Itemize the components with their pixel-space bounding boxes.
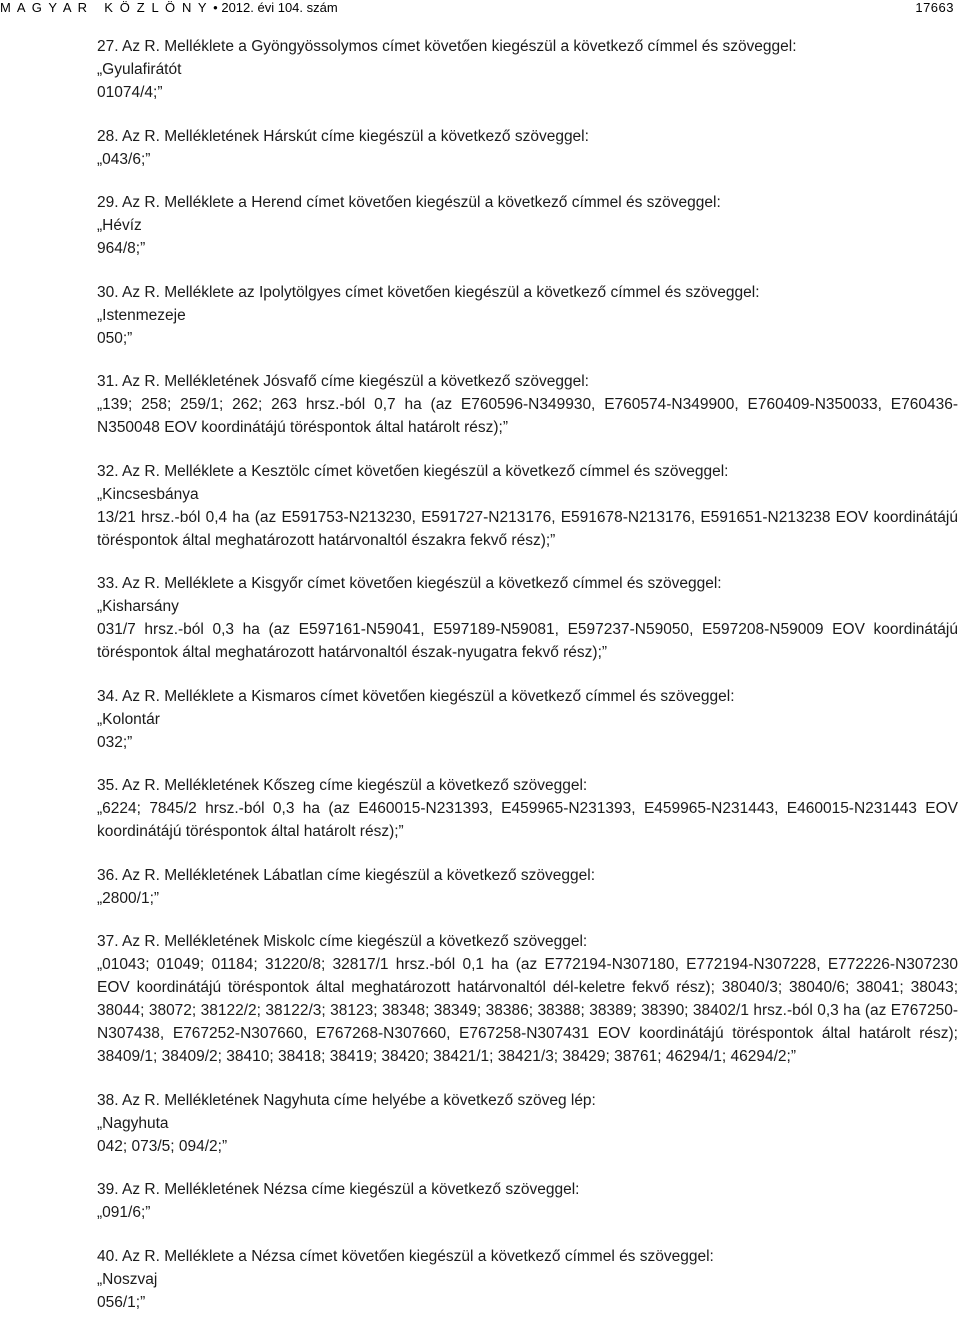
section-39 bbox=[97, 1178, 958, 1224]
section-40 bbox=[97, 1245, 958, 1314]
section-line: „Kisharsány bbox=[97, 598, 179, 615]
page-number: 17663 bbox=[915, 0, 954, 15]
section-intro: 35. Az R. Mellékletének Kőszeg címe kiegészül a következő szöveggel: bbox=[97, 777, 588, 794]
page-header bbox=[0, 0, 960, 16]
journal-title: M A G Y A R K Ö Z L Ö N Y bbox=[0, 0, 208, 15]
section-intro: 39. Az R. Mellékletének Nézsa címe kiegészül a következő szöveggel: bbox=[97, 1181, 580, 1198]
section-32 bbox=[97, 460, 958, 552]
section-28 bbox=[97, 125, 958, 171]
section-line: „Noszvaj bbox=[97, 1270, 158, 1288]
section-line: „Nagyhuta bbox=[97, 1114, 169, 1132]
section-34 bbox=[97, 685, 958, 754]
section-intro: 37. Az R. Mellékletének Miskolc címe kiegészül a következő szöveggel: bbox=[97, 933, 588, 950]
section-intro: 36. Az R. Mellékletének Lábatlan címe kiegészül a következő szöveggel: bbox=[97, 866, 595, 884]
document-body bbox=[97, 35, 958, 1329]
section-intro: 29. Az R. Melléklete a Herend címet követően kiegészül a következő címmel és szöveggel: bbox=[97, 194, 721, 211]
section-29 bbox=[97, 191, 958, 260]
section-line: 050;” bbox=[97, 329, 133, 347]
section-intro: 31. Az R. Mellékletének Jósvafő címe kiegészül a következő szöveggel: bbox=[97, 373, 589, 390]
section-intro: 33. Az R. Melléklete a Kisgyőr címet követően kiegészül a következő címmel és szöveggel: bbox=[97, 575, 722, 592]
section-text: 031/7 hrsz.-ból 0,3 ha (az E597161-N59041, E597189-N59081, E597237-N59050, E597208-N59009 EOV koordinátájú töréspontok által meghatározott határvonaltól észak-nyugatra fekvő rész);” bbox=[97, 621, 958, 661]
section-37 bbox=[97, 930, 958, 1068]
section-intro: 34. Az R. Melléklete a Kismaros címet követően kiegészül a következő címmel és szöveggel: bbox=[97, 687, 735, 705]
section-line: „043/6;” bbox=[97, 150, 151, 168]
section-intro: 32. Az R. Melléklete a Kesztölc címet követően kiegészül a következő címmel és szöveggel: bbox=[97, 462, 729, 480]
section-line: „Istenmezeje bbox=[97, 306, 186, 324]
section-line: 01074/4;” bbox=[97, 84, 163, 101]
section-38 bbox=[97, 1089, 958, 1158]
section-intro: 30. Az R. Melléklete az Ipolytölgyes címet követően kiegészül a következő címmel és szöveggel: bbox=[97, 283, 760, 301]
section-text: „6224; 7845/2 hrsz.-ból 0,3 ha (az E460015-N231393, E459965-N231393, E459965-N231443, E460015-N231443 EOV koordinátájú töréspontok által határolt rész);” bbox=[97, 800, 958, 840]
section-line: 056/1;” bbox=[97, 1293, 146, 1311]
section-30 bbox=[97, 281, 958, 350]
section-line: „Gyulafirátót bbox=[97, 61, 182, 78]
section-text: 13/21 hrsz.-ból 0,4 ha (az E591753-N213230, E591727-N213176, E591678-N213176, E591651-N213238 EOV koordinátájú töréspontok által meghatározott határvonaltól északra fekvő rész);” bbox=[97, 508, 958, 549]
section-33 bbox=[97, 572, 958, 664]
section-line: 032;” bbox=[97, 733, 133, 751]
section-text: „01043; 01049; 01184; 31220/8; 32817/1 hrsz.-ból 0,1 ha (az E772194-N307180, E772194-N307228, E772226-N307230 EOV koordinátájú töréspontok által meghatározott határvonaltól dél-keletre fekvő rész); 38040/3; 38040/6; 38041; 38043; 38044; 38072; 38122/2; 38122/3; 38123; 38348; 38349; 38386; 38388; 38389; 38390; 38402/1 hrsz.-ból 0,3 ha (az E767250-N307438, E767252-N307660, E767268-N307660, E767258-N307431 EOV koordinátájú töréspontok által határolt rész); 38409/1; 38409/2; 38410; 38418; 38419; 38420; 38421/1; 38421/3; 38429; 38761; 46294/1; 46294/2;” bbox=[97, 956, 958, 1065]
section-line: „Kincsesbánya bbox=[97, 485, 199, 503]
section-intro: 38. Az R. Mellékletének Nagyhuta címe helyébe a következő szöveg lép: bbox=[97, 1091, 596, 1109]
section-36 bbox=[97, 864, 958, 910]
section-line: „091/6;” bbox=[97, 1204, 151, 1221]
running-head bbox=[0, 0, 338, 15]
issue-label: • 2012. évi 104. szám bbox=[213, 0, 338, 15]
section-35 bbox=[97, 774, 958, 843]
section-line: „Hévíz bbox=[97, 217, 142, 234]
section-intro: 27. Az R. Melléklete a Gyöngyössolymos címet követően kiegészül a következő címmel és szöveggel: bbox=[97, 38, 797, 55]
section-line: „2800/1;” bbox=[97, 889, 160, 907]
section-text: „139; 258; 259/1; 262; 263 hrsz.-ból 0,7 ha (az E760596-N349930, E760574-N349900, E760409-N350033, E760436-N350048 EOV koordinátájú töréspontok által határolt rész);” bbox=[97, 396, 958, 436]
section-27 bbox=[97, 35, 958, 104]
section-line: 964/8;” bbox=[97, 240, 146, 257]
section-intro: 40. Az R. Melléklete a Nézsa címet követően kiegészül a következő címmel és szöveggel: bbox=[97, 1247, 714, 1265]
section-intro: 28. Az R. Mellékletének Hárskút címe kiegészül a következő szöveggel: bbox=[97, 127, 589, 145]
section-line: „Kolontár bbox=[97, 710, 160, 728]
section-31 bbox=[97, 370, 958, 439]
section-line: 042; 073/5; 094/2;” bbox=[97, 1137, 228, 1155]
